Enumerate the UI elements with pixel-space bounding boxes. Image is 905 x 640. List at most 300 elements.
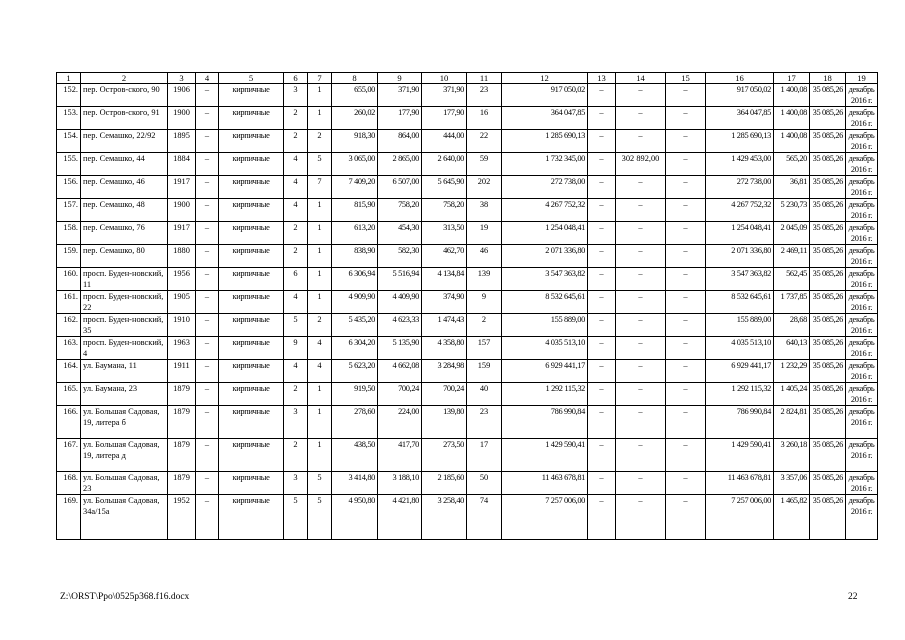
floors-cell: 9: [284, 337, 308, 360]
wall-material-cell: кирпичные: [219, 84, 284, 107]
date-cell: декабрь 2016 г.: [846, 107, 878, 130]
residents-cell: 38: [467, 199, 502, 222]
col-13-cell: –: [588, 153, 616, 176]
col-15-cell: –: [666, 222, 706, 245]
cost-total-cell: 1 285 690,13: [502, 130, 588, 153]
row-number-cell: 155.: [57, 153, 81, 176]
residents-cell: 59: [467, 153, 502, 176]
entrances-cell: 1: [308, 268, 332, 291]
area-9-cell: 313,50: [422, 222, 467, 245]
col-13-cell: –: [588, 495, 616, 540]
cost-per-sqm-cell: 1 232,29: [774, 360, 810, 383]
col-13-cell: –: [588, 268, 616, 291]
area-total-cell: 260,02: [332, 107, 378, 130]
row-number-cell: 154.: [57, 130, 81, 153]
row-number-cell: 158.: [57, 222, 81, 245]
cost-total-cell: 155 889,00: [502, 314, 588, 337]
row-number-cell: 168.: [57, 472, 81, 495]
area-living-cell: 4 421,80: [378, 495, 422, 540]
residents-cell: 23: [467, 84, 502, 107]
cost-total-cell: 3 547 363,82: [502, 268, 588, 291]
area-9-cell: 3 284,98: [422, 360, 467, 383]
area-living-cell: 4 409,90: [378, 291, 422, 314]
row-number-cell: 157.: [57, 199, 81, 222]
col-14-cell: –: [616, 495, 666, 540]
entrances-cell: 7: [308, 176, 332, 199]
area-living-cell: 177,90: [378, 107, 422, 130]
floors-cell: 5: [284, 495, 308, 540]
col-15-cell: –: [666, 406, 706, 439]
build-year-cell: 1917: [168, 176, 196, 199]
col-15-cell: –: [666, 383, 706, 406]
norm-cost-cell: 35 085,26: [810, 199, 846, 222]
wall-material-cell: кирпичные: [219, 222, 284, 245]
col-4-cell: –: [196, 337, 219, 360]
wall-material-cell: кирпичные: [219, 495, 284, 540]
col-15-cell: –: [666, 245, 706, 268]
date-cell: декабрь 2016 г.: [846, 84, 878, 107]
floors-cell: 4: [284, 291, 308, 314]
build-year-cell: 1884: [168, 153, 196, 176]
cost-16-cell: 4 035 513,10: [706, 337, 774, 360]
row-number-cell: 165.: [57, 383, 81, 406]
table-row: [57, 291, 878, 314]
col-15-cell: –: [666, 472, 706, 495]
row-number-cell: 164.: [57, 360, 81, 383]
col-16-header: 16: [706, 73, 774, 84]
area-living-cell: 758,20: [378, 199, 422, 222]
date-cell: декабрь 2016 г.: [846, 153, 878, 176]
col-4-cell: –: [196, 495, 219, 540]
col-14-cell: –: [616, 291, 666, 314]
entrances-cell: 1: [308, 439, 332, 472]
col-8-header: 8: [332, 73, 378, 84]
row-number-cell: 169.: [57, 495, 81, 540]
area-9-cell: 4 358,80: [422, 337, 467, 360]
cost-per-sqm-cell: 1 405,24: [774, 383, 810, 406]
residents-cell: 19: [467, 222, 502, 245]
entrances-cell: 1: [308, 406, 332, 439]
entrances-cell: 1: [308, 84, 332, 107]
table-row: [57, 84, 878, 107]
col-15-cell: –: [666, 176, 706, 199]
address-cell: просп. Буден-новский, 22: [81, 291, 168, 314]
cost-16-cell: 7 257 006,00: [706, 495, 774, 540]
col-11-header: 11: [467, 73, 502, 84]
cost-total-cell: 1 254 048,41: [502, 222, 588, 245]
build-year-cell: 1879: [168, 406, 196, 439]
col-13-cell: –: [588, 314, 616, 337]
norm-cost-cell: 35 085,26: [810, 291, 846, 314]
area-9-cell: 371,90: [422, 84, 467, 107]
address-cell: пер. Семашко, 46: [81, 176, 168, 199]
col-4-cell: –: [196, 291, 219, 314]
build-year-cell: 1879: [168, 439, 196, 472]
norm-cost-cell: 35 085,26: [810, 245, 846, 268]
build-year-cell: 1879: [168, 383, 196, 406]
col-13-cell: –: [588, 245, 616, 268]
col-15-cell: –: [666, 495, 706, 540]
norm-cost-cell: 35 085,26: [810, 360, 846, 383]
col-15-header: 15: [666, 73, 706, 84]
cost-16-cell: 2 071 336,80: [706, 245, 774, 268]
norm-cost-cell: 35 085,26: [810, 472, 846, 495]
entrances-cell: 1: [308, 245, 332, 268]
cost-total-cell: 7 257 006,00: [502, 495, 588, 540]
cost-16-cell: 1 292 115,32: [706, 383, 774, 406]
address-cell: ул. Большая Садовая, 34а/15а: [81, 495, 168, 540]
area-9-cell: 5 645,90: [422, 176, 467, 199]
area-total-cell: 655,00: [332, 84, 378, 107]
floors-cell: 2: [284, 130, 308, 153]
residents-cell: 46: [467, 245, 502, 268]
table-row: [57, 107, 878, 130]
col-13-cell: –: [588, 107, 616, 130]
area-total-cell: 4 909,90: [332, 291, 378, 314]
floors-cell: 4: [284, 199, 308, 222]
residents-cell: 139: [467, 268, 502, 291]
col-17-header: 17: [774, 73, 810, 84]
cost-16-cell: 1 285 690,13: [706, 130, 774, 153]
build-year-cell: 1906: [168, 84, 196, 107]
col-14-cell: –: [616, 472, 666, 495]
address-cell: пер. Семашко, 48: [81, 199, 168, 222]
wall-material-cell: кирпичные: [219, 291, 284, 314]
norm-cost-cell: 35 085,26: [810, 337, 846, 360]
cost-16-cell: 1 429 453,00: [706, 153, 774, 176]
area-total-cell: 838,90: [332, 245, 378, 268]
wall-material-cell: кирпичные: [219, 406, 284, 439]
address-cell: просп. Буден-новский, 11: [81, 268, 168, 291]
entrances-cell: 2: [308, 314, 332, 337]
col-14-cell: –: [616, 84, 666, 107]
floors-cell: 4: [284, 176, 308, 199]
norm-cost-cell: 35 085,26: [810, 495, 846, 540]
table-row: [57, 360, 878, 383]
cost-per-sqm-cell: 1 737,85: [774, 291, 810, 314]
date-cell: декабрь 2016 г.: [846, 245, 878, 268]
row-number-cell: 159.: [57, 245, 81, 268]
date-cell: декабрь 2016 г.: [846, 291, 878, 314]
col-4-cell: –: [196, 130, 219, 153]
area-9-cell: 273,50: [422, 439, 467, 472]
area-total-cell: 6 306,94: [332, 268, 378, 291]
col-14-header: 14: [616, 73, 666, 84]
address-cell: ул. Баумана, 11: [81, 360, 168, 383]
col-13-cell: –: [588, 176, 616, 199]
table-row: [57, 439, 878, 472]
residents-cell: 23: [467, 406, 502, 439]
cost-total-cell: 8 532 645,61: [502, 291, 588, 314]
col-9-header: 9: [378, 73, 422, 84]
entrances-cell: 5: [308, 472, 332, 495]
norm-cost-cell: 35 085,26: [810, 176, 846, 199]
col-14-cell: –: [616, 268, 666, 291]
area-total-cell: 919,50: [332, 383, 378, 406]
col-15-cell: –: [666, 360, 706, 383]
wall-material-cell: кирпичные: [219, 199, 284, 222]
table-row: [57, 222, 878, 245]
col-number-header: 1: [57, 73, 81, 84]
wall-material-cell: кирпичные: [219, 360, 284, 383]
address-cell: пер. Семашко, 44: [81, 153, 168, 176]
norm-cost-cell: 35 085,26: [810, 406, 846, 439]
build-year-cell: 1952: [168, 495, 196, 540]
area-living-cell: 5 135,90: [378, 337, 422, 360]
area-total-cell: 3 414,80: [332, 472, 378, 495]
cost-16-cell: 917 050,02: [706, 84, 774, 107]
build-year-cell: 1956: [168, 268, 196, 291]
cost-per-sqm-cell: 562,45: [774, 268, 810, 291]
norm-cost-cell: 35 085,26: [810, 153, 846, 176]
area-9-cell: 444,00: [422, 130, 467, 153]
date-cell: декабрь 2016 г.: [846, 199, 878, 222]
col-4-cell: –: [196, 84, 219, 107]
col-13-cell: –: [588, 222, 616, 245]
col-12-header: 12: [502, 73, 588, 84]
col-4-cell: –: [196, 383, 219, 406]
row-number-cell: 153.: [57, 107, 81, 130]
cost-total-cell: 11 463 678,81: [502, 472, 588, 495]
cost-per-sqm-cell: 28,68: [774, 314, 810, 337]
col-13-cell: –: [588, 406, 616, 439]
col-4-cell: –: [196, 176, 219, 199]
table-body: [57, 84, 878, 540]
area-9-cell: 3 258,40: [422, 495, 467, 540]
col-15-cell: –: [666, 439, 706, 472]
area-living-cell: 2 865,00: [378, 153, 422, 176]
row-number-cell: 161.: [57, 291, 81, 314]
col-4-cell: –: [196, 222, 219, 245]
build-year-cell: 1900: [168, 107, 196, 130]
wall-material-cell: кирпичные: [219, 383, 284, 406]
row-number-cell: 156.: [57, 176, 81, 199]
area-total-cell: 918,30: [332, 130, 378, 153]
column-number-row: [57, 73, 878, 84]
col-4-cell: –: [196, 406, 219, 439]
col-14-cell: –: [616, 199, 666, 222]
area-living-cell: 454,30: [378, 222, 422, 245]
cost-total-cell: 1 292 115,32: [502, 383, 588, 406]
col-13-cell: –: [588, 337, 616, 360]
area-living-cell: 4 623,33: [378, 314, 422, 337]
build-year-cell: 1917: [168, 222, 196, 245]
area-total-cell: 6 304,20: [332, 337, 378, 360]
col-13-cell: –: [588, 439, 616, 472]
col-15-cell: –: [666, 337, 706, 360]
date-cell: декабрь 2016 г.: [846, 360, 878, 383]
col-15-cell: –: [666, 291, 706, 314]
col-13-cell: –: [588, 199, 616, 222]
wall-material-cell: кирпичные: [219, 439, 284, 472]
floors-cell: 6: [284, 268, 308, 291]
floors-cell: 4: [284, 153, 308, 176]
address-cell: просп. Буден-новский, 4: [81, 337, 168, 360]
norm-cost-cell: 35 085,26: [810, 268, 846, 291]
area-total-cell: 3 065,00: [332, 153, 378, 176]
date-cell: декабрь 2016 г.: [846, 314, 878, 337]
floors-cell: 2: [284, 107, 308, 130]
col-15-cell: –: [666, 314, 706, 337]
cost-total-cell: 1 429 590,41: [502, 439, 588, 472]
date-cell: декабрь 2016 г.: [846, 439, 878, 472]
cost-16-cell: 1 254 048,41: [706, 222, 774, 245]
residents-cell: 16: [467, 107, 502, 130]
cost-16-cell: 1 429 590,41: [706, 439, 774, 472]
cost-16-cell: 11 463 678,81: [706, 472, 774, 495]
residents-cell: 17: [467, 439, 502, 472]
wall-material-cell: кирпичные: [219, 314, 284, 337]
address-cell: пер. Остров-ского, 90: [81, 84, 168, 107]
floors-cell: 3: [284, 472, 308, 495]
col-14-cell: 302 892,00: [616, 153, 666, 176]
entrances-cell: 5: [308, 153, 332, 176]
floors-cell: 5: [284, 314, 308, 337]
address-cell: ул. Большая Садовая, 23: [81, 472, 168, 495]
area-9-cell: 700,24: [422, 383, 467, 406]
table-row: [57, 268, 878, 291]
col-13-cell: –: [588, 84, 616, 107]
entrances-cell: 4: [308, 360, 332, 383]
address-cell: пер. Остров-ского, 91: [81, 107, 168, 130]
footer-file-path: Z:\ORST\Ppo\0525p368.f16.docx: [60, 592, 190, 602]
area-living-cell: 371,90: [378, 84, 422, 107]
col-material-header: 5: [219, 73, 284, 84]
entrances-cell: 1: [308, 222, 332, 245]
norm-cost-cell: 35 085,26: [810, 439, 846, 472]
cost-total-cell: 917 050,02: [502, 84, 588, 107]
cost-16-cell: 3 547 363,82: [706, 268, 774, 291]
norm-cost-cell: 35 085,26: [810, 130, 846, 153]
entrances-cell: 4: [308, 337, 332, 360]
col-13-cell: –: [588, 383, 616, 406]
date-cell: декабрь 2016 г.: [846, 222, 878, 245]
build-year-cell: 1895: [168, 130, 196, 153]
cost-per-sqm-cell: 1 400,08: [774, 130, 810, 153]
table-row: [57, 406, 878, 439]
wall-material-cell: кирпичные: [219, 176, 284, 199]
col-4-cell: –: [196, 245, 219, 268]
norm-cost-cell: 35 085,26: [810, 222, 846, 245]
cost-per-sqm-cell: 1 400,08: [774, 84, 810, 107]
cost-per-sqm-cell: 1 400,08: [774, 107, 810, 130]
floors-cell: 2: [284, 439, 308, 472]
area-total-cell: 4 950,80: [332, 495, 378, 540]
col-14-cell: –: [616, 406, 666, 439]
col-4-header: 4: [196, 73, 219, 84]
date-cell: декабрь 2016 г.: [846, 130, 878, 153]
address-cell: ул. Большая Садовая, 19, литера д: [81, 439, 168, 472]
cost-per-sqm-cell: 2 469,11: [774, 245, 810, 268]
table-row: [57, 153, 878, 176]
row-number-cell: 152.: [57, 84, 81, 107]
cost-per-sqm-cell: 565,20: [774, 153, 810, 176]
cost-total-cell: 4 035 513,10: [502, 337, 588, 360]
col-4-cell: –: [196, 360, 219, 383]
area-living-cell: 417,70: [378, 439, 422, 472]
cost-per-sqm-cell: 2 824,81: [774, 406, 810, 439]
cost-per-sqm-cell: 3 357,06: [774, 472, 810, 495]
build-year-cell: 1963: [168, 337, 196, 360]
date-cell: декабрь 2016 г.: [846, 176, 878, 199]
residents-cell: 2: [467, 314, 502, 337]
build-year-cell: 1911: [168, 360, 196, 383]
date-cell: декабрь 2016 г.: [846, 495, 878, 540]
col-entrances-header: 7: [308, 73, 332, 84]
address-cell: ул. Баумана, 23: [81, 383, 168, 406]
norm-cost-cell: 35 085,26: [810, 314, 846, 337]
col-4-cell: –: [196, 268, 219, 291]
entrances-cell: 1: [308, 383, 332, 406]
build-year-cell: 1910: [168, 314, 196, 337]
col-4-cell: –: [196, 472, 219, 495]
wall-material-cell: кирпичные: [219, 337, 284, 360]
table-row: [57, 130, 878, 153]
col-13-cell: –: [588, 472, 616, 495]
col-4-cell: –: [196, 314, 219, 337]
col-4-cell: –: [196, 199, 219, 222]
col-4-cell: –: [196, 439, 219, 472]
wall-material-cell: кирпичные: [219, 245, 284, 268]
col-14-cell: –: [616, 107, 666, 130]
col-15-cell: –: [666, 199, 706, 222]
row-number-cell: 166.: [57, 406, 81, 439]
col-14-cell: –: [616, 337, 666, 360]
cost-total-cell: 786 990,84: [502, 406, 588, 439]
norm-cost-cell: 35 085,26: [810, 107, 846, 130]
cost-total-cell: 6 929 441,17: [502, 360, 588, 383]
col-15-cell: –: [666, 130, 706, 153]
col-4-cell: –: [196, 107, 219, 130]
cost-per-sqm-cell: 640,13: [774, 337, 810, 360]
area-9-cell: 758,20: [422, 199, 467, 222]
residents-cell: 157: [467, 337, 502, 360]
build-year-cell: 1880: [168, 245, 196, 268]
address-cell: ул. Большая Садовая, 19, литера б: [81, 406, 168, 439]
col-15-cell: –: [666, 153, 706, 176]
date-cell: декабрь 2016 г.: [846, 337, 878, 360]
area-total-cell: 7 409,20: [332, 176, 378, 199]
table-row: [57, 495, 878, 540]
residents-cell: 22: [467, 130, 502, 153]
cost-per-sqm-cell: 3 260,18: [774, 439, 810, 472]
table-row: [57, 245, 878, 268]
cost-16-cell: 364 047,85: [706, 107, 774, 130]
col-15-cell: –: [666, 84, 706, 107]
wall-material-cell: кирпичные: [219, 268, 284, 291]
norm-cost-cell: 35 085,26: [810, 84, 846, 107]
cost-16-cell: 155 889,00: [706, 314, 774, 337]
area-total-cell: 815,90: [332, 199, 378, 222]
area-total-cell: 278,60: [332, 406, 378, 439]
cost-per-sqm-cell: 1 465,82: [774, 495, 810, 540]
date-cell: декабрь 2016 г.: [846, 472, 878, 495]
area-total-cell: 438,50: [332, 439, 378, 472]
area-9-cell: 2 640,00: [422, 153, 467, 176]
area-living-cell: 700,24: [378, 383, 422, 406]
residents-cell: 50: [467, 472, 502, 495]
cost-16-cell: 8 532 645,61: [706, 291, 774, 314]
floors-cell: 2: [284, 245, 308, 268]
row-number-cell: 160.: [57, 268, 81, 291]
floors-cell: 2: [284, 383, 308, 406]
area-living-cell: 582,30: [378, 245, 422, 268]
housing-register-table: [56, 72, 878, 540]
address-cell: просп. Буден-новский, 35: [81, 314, 168, 337]
area-9-cell: 4 134,84: [422, 268, 467, 291]
row-number-cell: 167.: [57, 439, 81, 472]
col-14-cell: –: [616, 222, 666, 245]
